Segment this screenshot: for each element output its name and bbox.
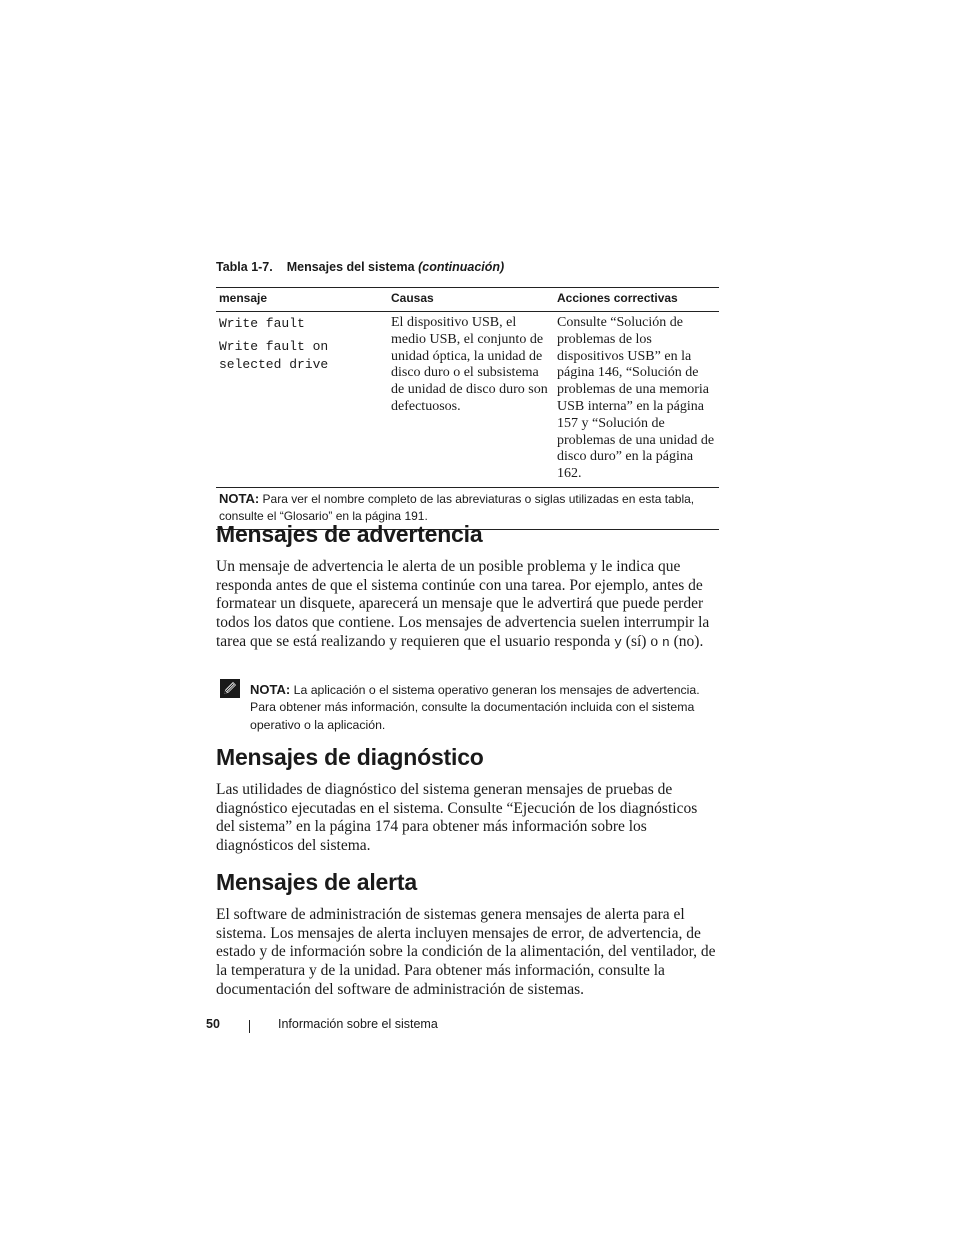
message-write-fault: Write fault bbox=[219, 316, 305, 331]
table-caption-continued: (continuación) bbox=[418, 260, 505, 274]
table-note-label: NOTA: bbox=[219, 490, 260, 506]
table-caption-number: Tabla 1-7. bbox=[216, 260, 273, 274]
footer-divider bbox=[249, 1020, 250, 1033]
key-y-text: (sí) o bbox=[625, 632, 659, 650]
cell-message bbox=[216, 312, 388, 488]
warning-note-label: NOTA: bbox=[250, 682, 291, 697]
heading-warning-messages: Mensajes de advertencia bbox=[216, 521, 483, 547]
header-actions: Acciones correctivas bbox=[554, 288, 719, 312]
pencil-note-icon bbox=[220, 679, 240, 698]
table-caption bbox=[216, 260, 504, 274]
table-row bbox=[216, 312, 719, 488]
heading-alert-messages: Mensajes de alerta bbox=[216, 869, 417, 895]
warning-note-text-block bbox=[250, 681, 720, 734]
cell-causes: El dispositivo USB, el medio USB, el conjunto de unidad óptica, la unidad de disco duro o el subsistema de unidad de disco duro son defectuosos. bbox=[388, 312, 554, 488]
table-note-text: Para ver el nombre completo de las abreviaturas o siglas utilizadas en esta tabla, consulte el “Glosario” en la página 191. bbox=[219, 491, 695, 523]
footer-title: Información sobre el sistema bbox=[278, 1017, 438, 1031]
header-causes: Causas bbox=[388, 288, 554, 312]
message-write-fault-selected-drive: Write fault on selected drive bbox=[219, 339, 329, 372]
key-n-text: (no). bbox=[673, 632, 704, 650]
table-caption-title: Mensajes del sistema bbox=[286, 260, 415, 274]
table-header-row bbox=[216, 288, 719, 312]
key-y: y bbox=[614, 634, 622, 650]
page-number: 50 bbox=[206, 1017, 220, 1031]
paragraph-warning-messages bbox=[216, 558, 716, 653]
heading-diagnostic-messages: Mensajes de diagnóstico bbox=[216, 744, 484, 770]
warning-body-text: Un mensaje de advertencia le alerta de un posible problema y le indica que responda antes de que el sistema continúe con una tarea. Por ejemplo, antes de formatear un disquete, aparecerá un mensaje que le advertirá que puede perder todos los datos que contiene. Los mensajes de advertencia suelen interrumpir la tarea que se está realizando y requieren que el usuario responda bbox=[216, 558, 710, 650]
paragraph-alert-messages: El software de administración de sistemas genera mensajes de alerta para el sistema. Los mensajes de alerta incluyen mensajes de error, de advertencia, de estado y de información sobre la condición de la alimentación, del ventilador, de la temperatura y de la unidad. Para obtener más información, consulte la documentación del software de administración de sistemas. bbox=[216, 906, 716, 998]
system-messages-table bbox=[216, 287, 719, 530]
header-message: mensaje bbox=[216, 288, 388, 312]
warning-note-text: La aplicación o el sistema operativo generan los mensajes de advertencia. Para obtener más información, consulte la documentación incluida con el sistema operativo o la aplicación. bbox=[250, 683, 700, 732]
cell-actions: Consulte “Solución de problemas de los dispositivos USB” en la página 146, “Solución de problemas de una memoria USB interna” en la página 157 y “Solución de problemas de una unidad de disco duro” en la página 162. bbox=[554, 312, 719, 488]
paragraph-diagnostic-messages: Las utilidades de diagnóstico del sistema generan mensajes de pruebas de diagnóstico ejecutadas en el sistema. Consulte “Ejecución de los diagnósticos del sistema” en la página 174 para obtener más información sobre los diagnósticos del sistema. bbox=[216, 781, 698, 855]
key-n: n bbox=[661, 634, 670, 650]
